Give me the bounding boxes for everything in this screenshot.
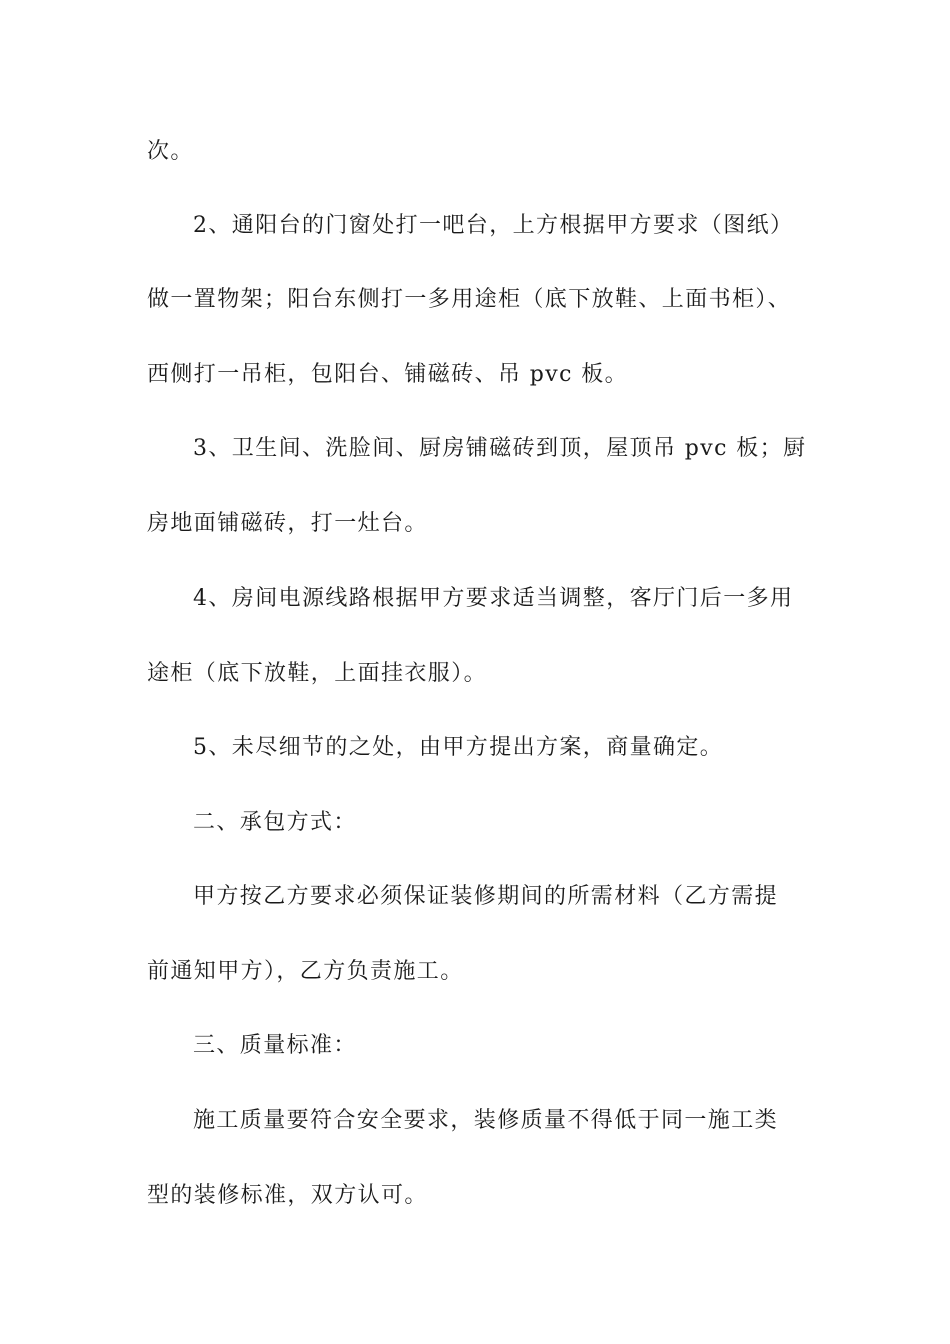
text-line: 2、通阳台的门窗处打一吧台，上方根据甲方要求（图纸） bbox=[193, 213, 794, 238]
text-line: 次。 bbox=[147, 139, 194, 164]
text-line: 3、卫生间、洗脸间、厨房铺磁砖到顶，屋顶吊 pvc 板；厨 bbox=[193, 436, 807, 461]
text-line: 型的装修标准，双方认可。 bbox=[147, 1183, 428, 1208]
text-line: 5、未尽细节的之处，由甲方提出方案，商量确定。 bbox=[193, 735, 724, 760]
text-line: 途柜（底下放鞋，上面挂衣服）。 bbox=[147, 661, 488, 686]
section-heading: 三、质量标准： bbox=[193, 1033, 357, 1058]
section-heading: 二、承包方式： bbox=[193, 810, 357, 835]
text-line: 前通知甲方），乙方负责施工。 bbox=[147, 959, 464, 984]
text-line: 西侧打一吊柜，包阳台、铺磁砖、吊 pvc 板。 bbox=[147, 362, 629, 387]
text-line: 甲方按乙方要求必须保证装修期间的所需材料（乙方需提 bbox=[193, 884, 779, 909]
text-line: 4、房间电源线路根据甲方要求适当调整，客厅门后一多用 bbox=[193, 586, 794, 611]
text-line: 房地面铺磁砖，打一灶台。 bbox=[147, 511, 428, 536]
text-line: 做一置物架；阳台东侧打一多用途柜（底下放鞋、上面书柜）、 bbox=[147, 287, 792, 312]
text-line: 施工质量要符合安全要求，装修质量不得低于同一施工类 bbox=[193, 1108, 779, 1133]
